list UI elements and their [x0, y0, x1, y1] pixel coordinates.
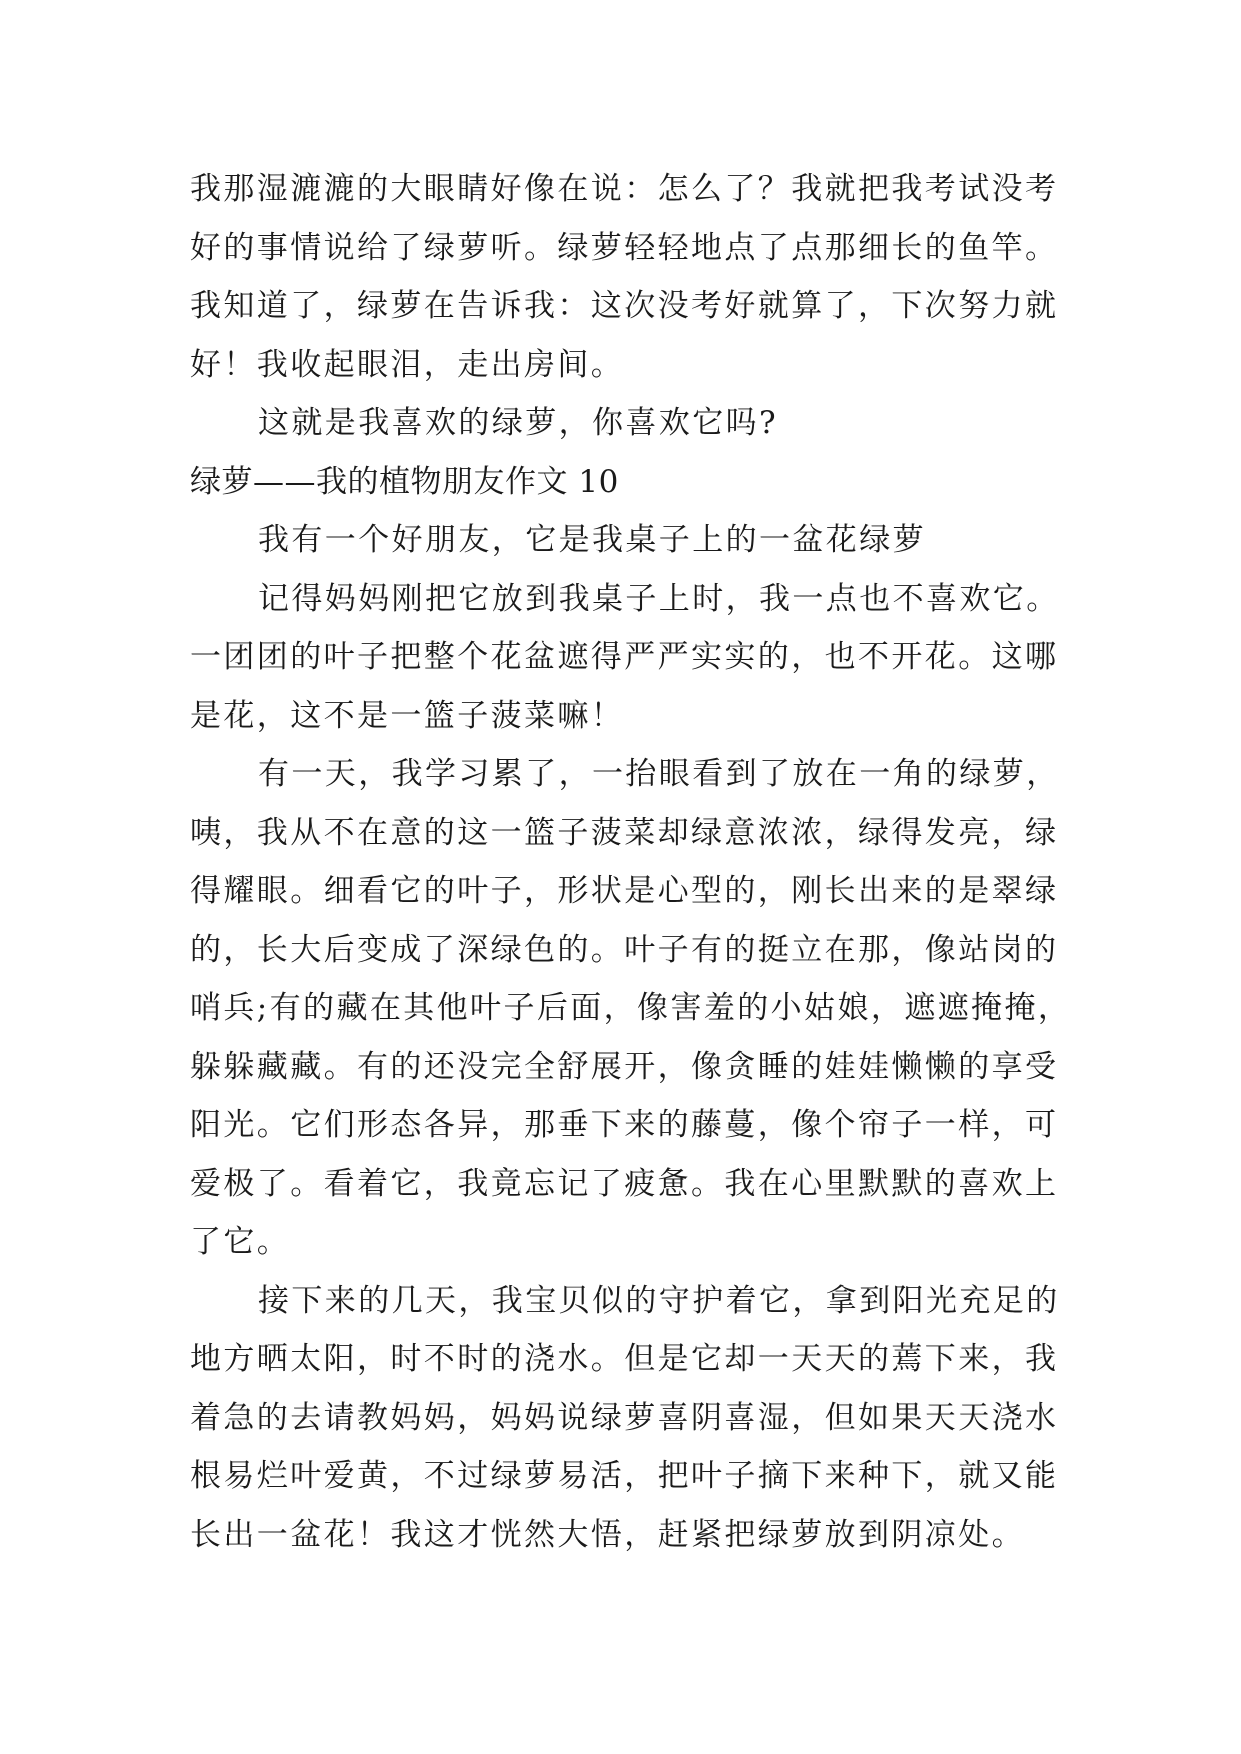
text-line: 我那湿漉漉的大眼睛好像在说：怎么了？我就把我考试没考	[190, 171, 1059, 207]
essay-title: 绿萝——我的植物朋友作文 10	[190, 463, 619, 500]
text-line: 记得妈妈刚把它放到我桌子上时，我一点也不喜欢它。	[258, 580, 1060, 617]
text-line: 着急的去请教妈妈，妈妈说绿萝喜阴喜湿，但如果天天浇水	[190, 1399, 1059, 1436]
text-line: 我知道了，绿萝在告诉我：这次没考好就算了，下次努力就	[190, 288, 1059, 324]
text-line: 有一天，我学习累了，一抬眼看到了放在一角的绿萝，	[258, 756, 1060, 792]
text-line: 阳光。它们形态各异，那垂下来的藤蔓，像个帘子一样，可	[190, 1107, 1059, 1143]
text-line: 哨兵;有的藏在其他叶子后面，像害羞的小姑娘，遮遮掩掩，	[190, 990, 1072, 1026]
text-line: 爱极了。看着它，我竟忘记了疲惫。我在心里默默的喜欢上	[190, 1165, 1059, 1202]
text-line: 长出一盆花！我这才恍然大悟，赶紧把绿萝放到阴凉处。	[190, 1516, 1025, 1553]
text-line: 一团团的叶子把整个花盆遮得严严实实的，也不开花。这哪	[190, 639, 1059, 675]
text-line: 躲躲藏藏。有的还没完全舒展开，像贪睡的娃娃懒懒的享受	[190, 1048, 1059, 1085]
text-line: 的，长大后变成了深绿色的。叶子有的挺立在那，像站岗的	[190, 931, 1059, 968]
text-line: 是花，这不是一篮子菠菜嘛！	[190, 697, 625, 734]
text-line: 得耀眼。细看它的叶子，形状是心型的，刚长出来的是翠绿	[190, 873, 1059, 909]
text-line: 地方晒太阳，时不时的浇水。但是它却一天天的蔫下来，我	[190, 1341, 1059, 1377]
text-line: 这就是我喜欢的绿萝，你喜欢它吗?	[258, 405, 779, 441]
text-line: 好！我收起眼泪，走出房间。	[190, 346, 625, 383]
document-body	[190, 160, 1070, 1564]
text-line: 咦，我从不在意的这一篮子菠菜却绿意浓浓，绿得发亮，绿	[190, 814, 1059, 851]
text-line: 我有一个好朋友，它是我桌子上的一盆花绿萝	[258, 522, 926, 558]
text-line: 了它。	[190, 1224, 291, 1260]
text-line: 接下来的几天，我宝贝似的守护着它，拿到阳光充足的	[258, 1282, 1060, 1319]
text-line: 根易烂叶爱黄，不过绿萝易活，把叶子摘下来种下，就又能	[190, 1458, 1059, 1494]
text-line: 好的事情说给了绿萝听。绿萝轻轻地点了点那细长的鱼竿。	[190, 229, 1059, 266]
